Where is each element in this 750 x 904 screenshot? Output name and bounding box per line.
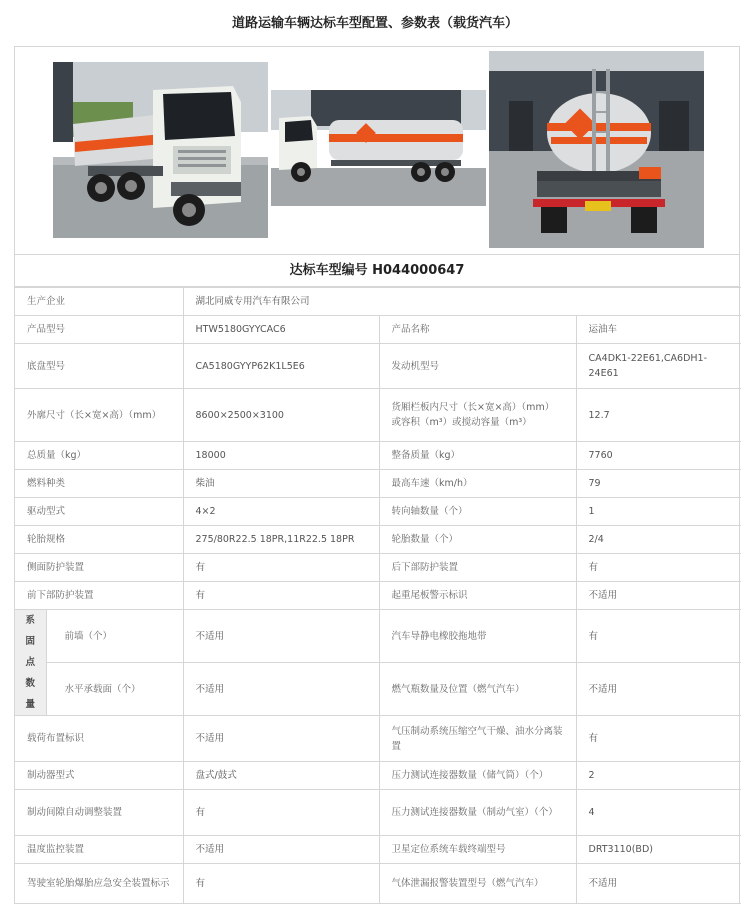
table-row [15,716,741,762]
anchor-group-char: 数 [25,678,35,689]
table-row [15,389,741,442]
value-dimensions: 8600×2500×3100 [183,389,379,442]
label-tire-spec: 轮胎规格 [15,526,183,554]
table-row [15,526,741,554]
label-brake-adjuster: 制动间隙自动调整装置 [15,790,183,836]
label-cargo-volume: 货厢栏板内尺寸（长×宽×高）（mm）或容积（m³）或搅动容量（m³） [379,389,576,442]
anchor-group-char: 量 [25,699,35,710]
value-curb-mass: 7760 [576,442,741,470]
table-row [15,762,741,790]
label-engine: 发动机型号 [379,344,576,389]
label-product-name: 产品名称 [379,316,576,344]
table-row [15,610,741,663]
value-temp-monitor: 不适用 [183,836,379,864]
spec-sheet [14,46,740,904]
label-chassis: 底盘型号 [15,344,183,389]
label-test-connector-chamber: 压力测试连接器数量（制动气室）（个） [379,790,576,836]
value-chassis: CA5180GYYP62K1L5E6 [183,344,379,389]
label-front-guard: 前下部防护装置 [15,582,183,610]
label-steer-axles: 转向轴数量（个） [379,498,576,526]
value-brake-type: 盘式/鼓式 [183,762,379,790]
label-brake-type: 制动器型式 [15,762,183,790]
label-dimensions: 外廓尺寸（长×宽×高）（mm） [15,389,183,442]
table-row [15,554,741,582]
label-total-mass: 总质量（kg） [15,442,183,470]
label-manufacturer: 生产企业 [15,288,183,316]
value-gps-terminal: DRT3110(BD) [576,836,741,864]
table-row [15,864,741,904]
table-row [15,316,741,344]
model-code: 达标车型编号 H044000647 [15,255,739,287]
value-engine: CA4DK1-22E61,CA6DH1-24E61 [576,344,741,389]
value-front-wall: 不适用 [183,610,379,663]
value-floor-surface: 不适用 [183,663,379,716]
value-total-mass: 18000 [183,442,379,470]
label-air-dryer: 气压制动系统压缩空气干燥、油水分离装置 [379,716,576,762]
anchor-group-char: 固 [25,636,35,647]
value-side-guard: 有 [183,554,379,582]
value-max-speed: 79 [576,470,741,498]
label-curb-mass: 整备质量（kg） [379,442,576,470]
value-gas-leak-alarm: 不适用 [576,864,741,904]
label-gas-cylinders: 燃气瓶数量及位置（燃气汽车） [379,663,576,716]
table-row [15,442,741,470]
value-fuel: 柴油 [183,470,379,498]
label-static-strap: 汽车导静电橡胶拖地带 [379,610,576,663]
truck-photo-front-left [53,62,268,238]
label-side-guard: 侧面防护装置 [15,554,183,582]
label-temp-monitor: 温度监控装置 [15,836,183,864]
label-drive: 驱动型式 [15,498,183,526]
value-manufacturer: 湖北同威专用汽车有限公司 [183,288,741,316]
truck-photo-rear [489,51,704,248]
anchor-group-char: 系 [25,615,35,626]
table-row [15,470,741,498]
value-rear-guard: 有 [576,554,741,582]
value-test-connector-chamber: 4 [576,790,741,836]
value-tire-spec: 275/80R22.5 18PR,11R22.5 18PR [183,526,379,554]
label-model: 产品型号 [15,316,183,344]
value-tail-lift-mark: 不适用 [576,582,741,610]
label-tire-burst-device: 驾驶室轮胎爆胎应急安全装置标示 [15,864,183,904]
table-row [15,663,741,716]
value-tire-burst-device: 有 [183,864,379,904]
value-test-connector-tank: 2 [576,762,741,790]
label-gps-terminal: 卫星定位系统车载终端型号 [379,836,576,864]
value-steer-axles: 1 [576,498,741,526]
value-product-name: 运油车 [576,316,741,344]
photo-strip [15,47,739,255]
anchor-group-char: 点 [25,657,35,668]
spec-table [15,287,741,904]
truck-photo-side [271,90,486,206]
table-row [15,498,741,526]
value-model: HTW5180GYYCAC6 [183,316,379,344]
label-load-mark: 载荷布置标识 [15,716,183,762]
label-test-connector-tank: 压力测试连接器数量（储气筒）（个） [379,762,576,790]
value-tire-count: 2/4 [576,526,741,554]
table-row [15,790,741,836]
page-title: 道路运输车辆达标车型配置、参数表（载货汽车） [231,16,518,31]
label-fuel: 燃料种类 [15,470,183,498]
table-row [15,836,741,864]
value-brake-adjuster: 有 [183,790,379,836]
value-static-strap: 有 [576,610,741,663]
label-tire-count: 轮胎数量（个） [379,526,576,554]
label-floor-surface: 水平承载面（个） [46,663,183,716]
label-front-wall: 前墙（个） [46,610,183,663]
label-gas-leak-alarm: 气体泄漏报警装置型号（燃气汽车） [379,864,576,904]
label-rear-guard: 后下部防护装置 [379,554,576,582]
table-row [15,582,741,610]
value-load-mark: 不适用 [183,716,379,762]
table-row [15,288,741,316]
value-air-dryer: 有 [576,716,741,762]
value-front-guard: 有 [183,582,379,610]
label-tail-lift-mark: 起重尾板警示标识 [379,582,576,610]
value-drive: 4×2 [183,498,379,526]
value-cargo-volume: 12.7 [576,389,741,442]
value-gas-cylinders: 不适用 [576,663,741,716]
label-max-speed: 最高车速（km/h） [379,470,576,498]
anchor-group-label [15,610,46,716]
table-row [15,344,741,389]
